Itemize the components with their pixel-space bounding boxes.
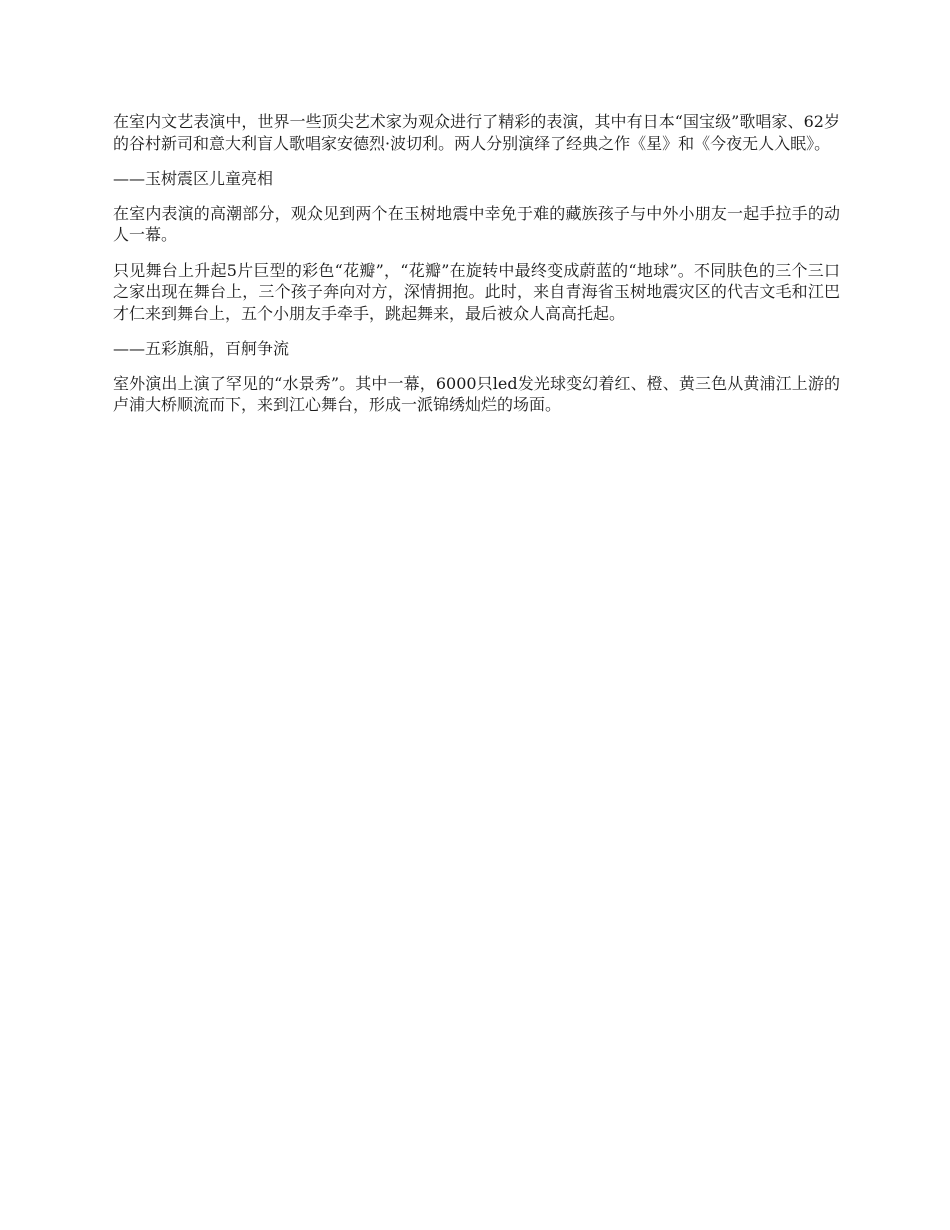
paragraph-water-show: 室外演出上演了罕见的“水景秀”。其中一幕，6000只led发光球变幻着红、橙、黄三色从黄浦江上游的卢浦大桥顺流而下，来到江心舞台，形成一派锦绣灿烂的场面。 (113, 373, 840, 414)
section-heading-boats: ——五彩旗船，百舸争流 (113, 339, 290, 358)
paragraph-climax: 在室内表演的高潮部分，观众见到两个在玉树地震中幸免于难的藏族孩子与中外小朋友一起手拉手的动人一幕。 (113, 203, 840, 244)
section-heading-yushu-children: ——玉树震区儿童亮相 (113, 169, 274, 188)
document-body (113, 111, 840, 430)
paragraph-petals-earth: 只见舞台上升起5片巨型的彩色“花瓣”，“花瓣”在旋转中最终变成蔚蓝的“地球”。不同肤色的三个三口之家出现在舞台上，三个孩子奔向对方，深情拥抱。此时，来自青海省玉树地震灾区的代吉文毛和江巴才仁来到舞台上，五个小朋友手牵手，跳起舞来，最后被众人高高托起。 (113, 260, 840, 323)
paragraph-performers: 在室内文艺表演中，世界一些顶尖艺术家为观众进行了精彩的表演，其中有日本“国宝级”歌唱家、62岁的谷村新司和意大利盲人歌唱家安德烈·波切利。两人分别演绎了经典之作《星》和《今夜无人入眠》。 (113, 112, 840, 153)
